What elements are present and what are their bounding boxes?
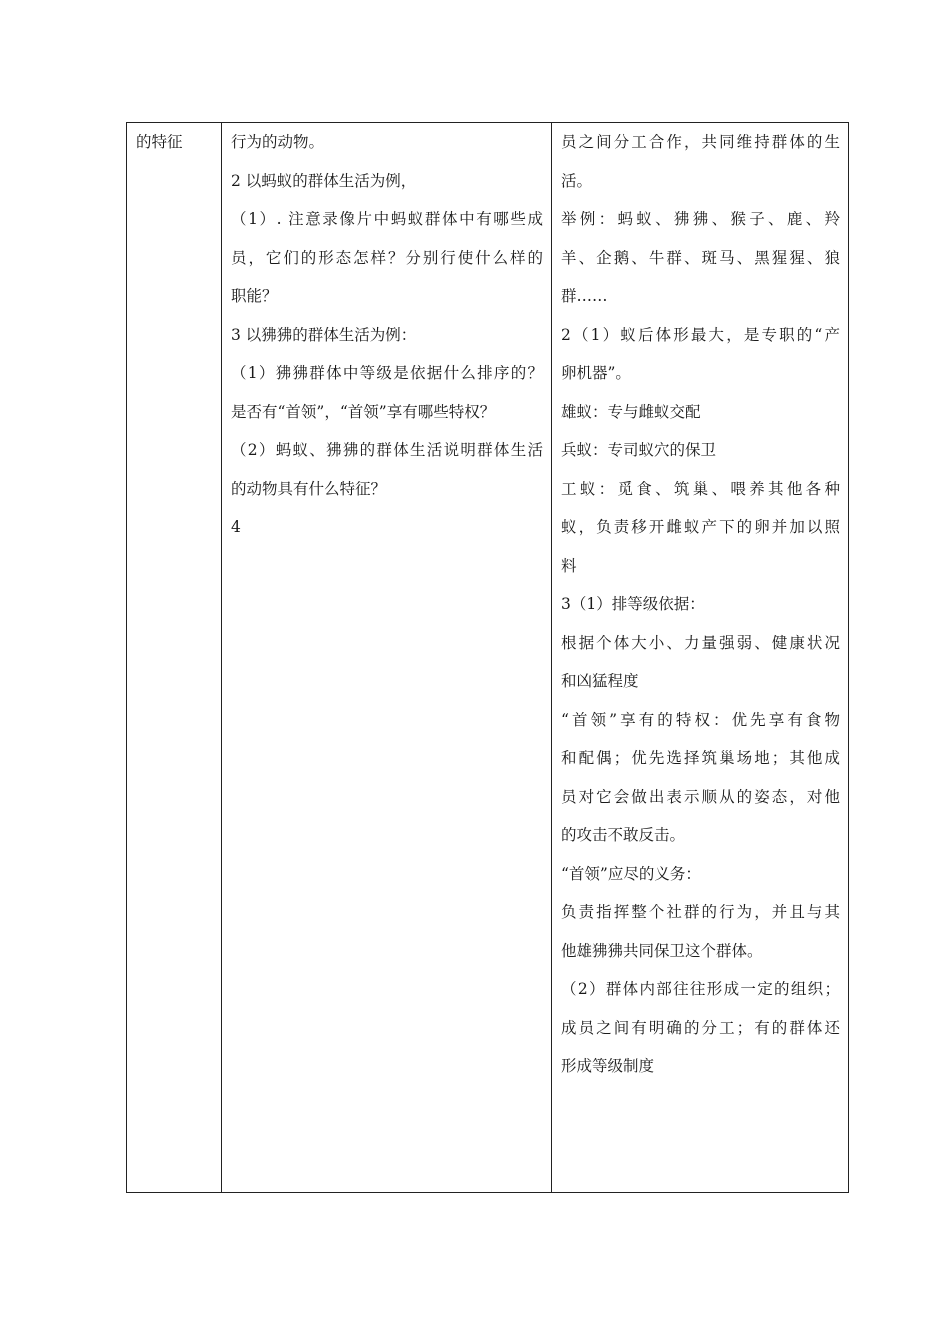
text-line: 成员之间有明确的分工；有的群体还 [561, 1018, 840, 1037]
text-line: 员对它会做出表示顺从的姿态，对他 [561, 787, 840, 806]
text-line: 3 以狒狒的群体生活为例： [231, 325, 417, 344]
text-line: 形成等级制度 [561, 1057, 655, 1075]
cell-text [552, 123, 848, 1086]
text-line: 群…… [561, 287, 608, 305]
table-cell-answers [552, 123, 849, 1193]
text-line: （1）狒狒群体中等级是依据什么排序的？ [231, 364, 543, 382]
text-line: 2（1）蚁后体形最大，是专职的“产 [561, 325, 840, 344]
text-line: 雄蚁：专与雌蚁交配 [561, 402, 701, 421]
table-cell-topic [127, 123, 222, 1193]
text-line: 行为的动物。 [231, 133, 325, 151]
text-line: 卵机器”。 [561, 364, 631, 382]
text-line: 工蚁：觅食、筑巢、喂养其他各种 [561, 479, 840, 498]
table-cell-activities [222, 123, 552, 1193]
text-line: 料 [561, 556, 577, 575]
text-line: 的攻击不敢反击。 [561, 826, 686, 844]
cell-text [127, 123, 221, 162]
text-line: 是否有“首领”，“首领”享有哪些特权？ [231, 402, 496, 421]
text-line: “首领”享有的特权：优先享有食物 [561, 710, 840, 729]
text-line: 员，它们的形态怎样？分别行使什么样的 [231, 248, 543, 267]
text-line: 2 以蚂蚁的群体生活为例， [231, 171, 417, 190]
text-line: 和凶猛程度 [561, 672, 639, 690]
text-line: 活。 [561, 171, 593, 190]
text-line: 举例：蚂蚁、狒狒、猴子、鹿、羚 [561, 210, 840, 228]
text-line: 3（1）排等级依据： [561, 595, 705, 613]
text-line: 兵蚁：专司蚁穴的保卫 [561, 441, 717, 459]
text-line: （2）蚂蚁、狒狒的群体生活说明群体生活 [231, 441, 543, 459]
text-line: 职能？ [231, 287, 278, 305]
table-row [127, 123, 849, 1193]
text-line: 4 [231, 518, 241, 536]
text-line: 和配偶；优先选择筑巢场地；其他成 [561, 749, 840, 767]
text-line: （1）. 注意录像片中蚂蚁群体中有哪些成 [231, 210, 543, 228]
text-line: 羊、企鹅、牛群、斑马、黑猩猩、狼 [561, 248, 840, 267]
text-line: 负责指挥整个社群的行为，并且与其 [561, 903, 840, 921]
text-line: 员之间分工合作，共同维持群体的生 [561, 133, 840, 151]
text-line: 根据个体大小、力量强弱、健康状况 [561, 633, 840, 652]
text-line: （2）群体内部往往形成一定的组织； [561, 980, 840, 998]
text-line: 的特征 [136, 133, 183, 151]
lesson-table [126, 122, 849, 1193]
text-line: 他雄狒狒共同保卫这个群体。 [561, 941, 763, 960]
text-line: 蚁，负责移开雌蚁产下的卵并加以照 [561, 518, 840, 536]
text-line: “首领”应尽的义务： [561, 864, 701, 883]
cell-text [222, 123, 551, 547]
text-line: 的动物具有什么特征？ [231, 479, 387, 498]
